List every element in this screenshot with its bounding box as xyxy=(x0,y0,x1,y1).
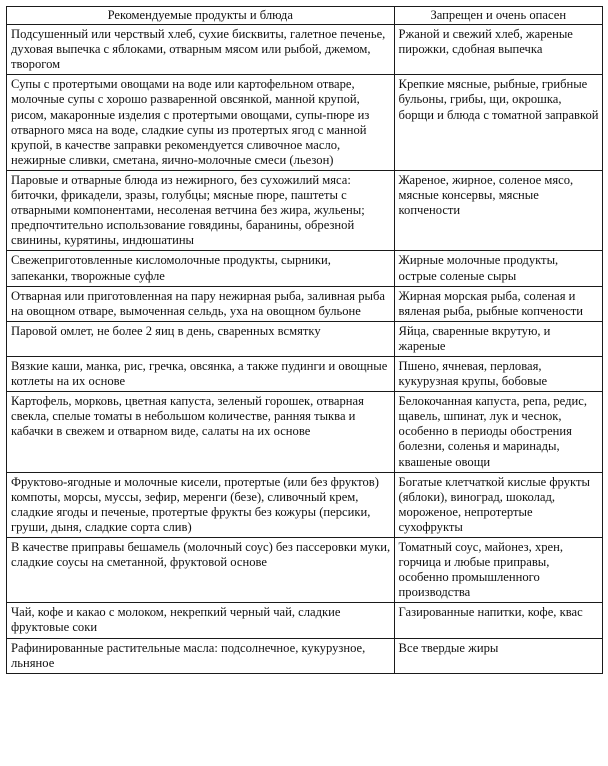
recommended-cell: Паровой омлет, не более 2 яиц в день, сваренных всмятку xyxy=(7,321,395,356)
recommended-cell: Отварная или приготовленная на пару нежирная рыба, заливная рыба на овощном отваре, вымоченная сельдь, уха на овощном бульоне xyxy=(7,286,395,321)
recommended-cell: Свежеприготовленные кисломолочные продукты, сырники, запеканки, творожные суфле xyxy=(7,251,395,286)
header-recommended: Рекомендуемые продукты и блюда xyxy=(7,7,395,25)
forbidden-cell: Томатный соус, майонез, хрен, горчица и любые приправы, особенно промышленного производства xyxy=(394,538,602,603)
table-row xyxy=(7,170,603,250)
table-row xyxy=(7,321,603,356)
forbidden-cell: Жирные молочные продукты, острые соленые сыры xyxy=(394,251,602,286)
recommended-cell: В качестве приправы бешамель (молочный соус) без пассеровки муки, сладкие соусы на сметанной, фруктовой основе xyxy=(7,538,395,603)
forbidden-cell: Пшено, ячневая, перловая, кукурузная крупы, бобовые xyxy=(394,356,602,391)
table-row xyxy=(7,75,603,171)
table-row xyxy=(7,356,603,391)
table-row xyxy=(7,472,603,537)
forbidden-cell: Богатые клетчаткой кислые фрукты (яблоки), виноград, шоколад, мороженое, непротертые сухофрукты xyxy=(394,472,602,537)
recommended-cell: Вязкие каши, манка, рис, гречка, овсянка, а также пудинги и овощные котлеты на их основе xyxy=(7,356,395,391)
forbidden-cell: Крепкие мясные, рыбные, грибные бульоны, грибы, щи, окрошка, борщи и блюда с томатной заправкой xyxy=(394,75,602,171)
recommended-cell: Рафинированные растительные масла: подсолнечное, кукурузное, льняное xyxy=(7,638,395,673)
header-forbidden: Запрещен и очень опасен xyxy=(394,7,602,25)
table-row xyxy=(7,603,603,638)
diet-table xyxy=(6,6,603,674)
forbidden-cell: Ржаной и свежий хлеб, жареные пирожки, сдобная выпечка xyxy=(394,25,602,75)
forbidden-cell: Газированные напитки, кофе, квас xyxy=(394,603,602,638)
forbidden-cell: Жирная морская рыба, соленая и вяленая рыба, рыбные копчености xyxy=(394,286,602,321)
table-row xyxy=(7,251,603,286)
table-row xyxy=(7,286,603,321)
table-row xyxy=(7,538,603,603)
recommended-cell: Паровые и отварные блюда из нежирного, без сухожилий мяса: биточки, фрикадели, зразы, голубцы; мясные пюре, паштеты с отварными компонентами, несоленая ветчина без жира, жульены; предпочтительно использование говядины, баранины, обрезной свинины, курятины, индюшатины xyxy=(7,170,395,250)
forbidden-cell: Белокочанная капуста, репа, редис, щавель, шпинат, лук и чеснок, особенно в периоды обострения болезни, соленья и маринады, квашеные овощи xyxy=(394,392,602,472)
recommended-cell: Подсушенный или черствый хлеб, сухие бисквиты, галетное печенье, духовая выпечка с яблоками, отварным мясом или рыбой, джемом, творогом xyxy=(7,25,395,75)
recommended-cell: Картофель, морковь, цветная капуста, зеленый горошек, отварная свекла, спелые томаты в небольшом количестве, ранняя тыква и кабачки в свежем и отварном виде, салаты на их основе xyxy=(7,392,395,472)
recommended-cell: Супы с протертыми овощами на воде или картофельном отваре, молочные супы с хорошо разваренной овсянкой, манной крупой, рисом, макаронные изделия с протертыми овощами, супы-пюре из отварного мяса на воде, сладкие супы из протертых ягод с манной крупой, в качестве заправки рекомендуется сливочное масло, нежирные сливки, сметана, яично-молочные смеси (льезон) xyxy=(7,75,395,171)
recommended-cell: Чай, кофе и какао с молоком, некрепкий черный чай, сладкие фруктовые соки xyxy=(7,603,395,638)
recommended-cell: Фруктово-ягодные и молочные кисели, протертые (или без фруктов) компоты, морсы, муссы, зефир, меренги (безе), сливочный крем, сладкие ягоды и печеные, протертые фрукты без кожуры (персики, груши, дыня, сладкие сорта слив) xyxy=(7,472,395,537)
forbidden-cell: Яйца, сваренные вкрутую, и жареные xyxy=(394,321,602,356)
table-row xyxy=(7,638,603,673)
table-row xyxy=(7,392,603,472)
table-header-row xyxy=(7,7,603,25)
forbidden-cell: Все твердые жиры xyxy=(394,638,602,673)
forbidden-cell: Жареное, жирное, соленое мясо, мясные консервы, мясные копчености xyxy=(394,170,602,250)
table-row xyxy=(7,25,603,75)
